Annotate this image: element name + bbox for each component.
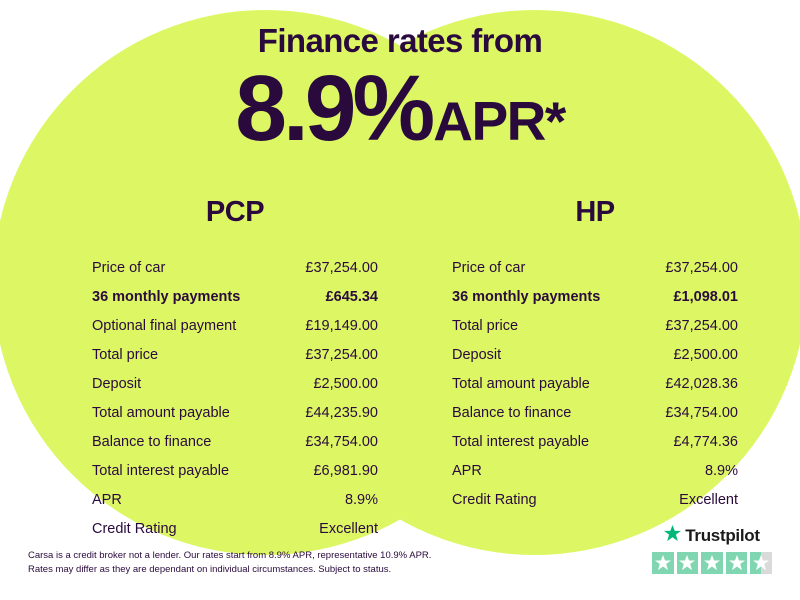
row-label: Total price xyxy=(92,346,159,363)
star-icon xyxy=(652,552,674,574)
row-label: Credit Rating xyxy=(452,491,537,508)
table-row xyxy=(92,514,378,543)
table-row xyxy=(92,398,378,427)
row-label: 36 monthly payments xyxy=(92,288,241,305)
row-value: Excellent xyxy=(319,520,378,537)
row-label: Optional final payment xyxy=(92,317,237,334)
row-value: £37,254.00 xyxy=(665,259,738,276)
row-value: 8.9% xyxy=(704,462,738,479)
page-title: Finance rates from xyxy=(257,22,543,59)
table-row xyxy=(92,340,378,369)
row-label: Credit Rating xyxy=(92,520,177,537)
row-label: Total interest payable xyxy=(92,462,230,479)
trustpilot-header xyxy=(652,525,772,547)
row-label: Total interest payable xyxy=(452,433,590,450)
row-label: Total amount payable xyxy=(92,404,230,421)
row-label: Balance to finance xyxy=(92,433,212,450)
star-icon xyxy=(726,552,748,574)
row-label: Deposit xyxy=(92,375,142,392)
table-row xyxy=(452,485,738,514)
row-value: 8.9% xyxy=(344,491,378,508)
table-row xyxy=(92,456,378,485)
row-value: £42,028.36 xyxy=(665,375,738,392)
row-label: Total amount payable xyxy=(452,375,590,392)
disclaimer-line-1: Carsa is a credit broker not a lender. Our rates start from 8.9% APR, representative 10.9% APR. xyxy=(28,549,432,561)
row-label: APR xyxy=(452,462,482,479)
rate-headline xyxy=(0,56,800,160)
trustpilot-stars xyxy=(652,552,772,574)
row-value: £34,754.00 xyxy=(665,404,738,421)
rate-value: 8.9% xyxy=(235,56,432,160)
finance-tables xyxy=(0,196,800,543)
trustpilot-star-icon xyxy=(664,525,681,547)
row-value: £37,254.00 xyxy=(305,346,378,363)
table-row xyxy=(92,485,378,514)
row-value: £19,149.00 xyxy=(305,317,378,334)
row-value: £1,098.01 xyxy=(673,288,738,305)
row-value: £37,254.00 xyxy=(665,317,738,334)
table-row xyxy=(452,398,738,427)
table-title-pcp: PCP xyxy=(205,196,265,228)
row-value: £44,235.90 xyxy=(305,404,378,421)
row-value: £37,254.00 xyxy=(305,259,378,276)
table-row xyxy=(452,340,738,369)
rate-suffix: APR* xyxy=(433,90,565,152)
table-row xyxy=(452,311,738,340)
row-value: £2,500.00 xyxy=(673,346,738,363)
disclaimer xyxy=(28,549,498,578)
row-label: APR xyxy=(92,491,122,508)
row-value: £4,774.36 xyxy=(673,433,738,450)
row-label: 36 monthly payments xyxy=(452,288,601,305)
finance-table-hp xyxy=(400,196,800,543)
row-value: £6,981.90 xyxy=(313,462,378,479)
row-value: £2,500.00 xyxy=(313,375,378,392)
row-value: £645.34 xyxy=(325,288,378,305)
trustpilot-rating xyxy=(652,525,772,574)
table-row xyxy=(92,253,378,282)
star-icon xyxy=(677,552,699,574)
row-label: Total price xyxy=(452,317,519,334)
row-label: Balance to finance xyxy=(452,404,572,421)
trustpilot-wordmark: Trustpilot xyxy=(685,526,760,545)
table-row xyxy=(452,456,738,485)
table-row xyxy=(92,369,378,398)
table-row xyxy=(452,253,738,282)
row-value: £34,754.00 xyxy=(305,433,378,450)
table-title-hp: HP xyxy=(575,196,615,228)
table-row xyxy=(452,282,738,311)
star-half-icon xyxy=(750,552,772,574)
row-value: Excellent xyxy=(679,491,738,508)
table-row xyxy=(92,311,378,340)
table-row xyxy=(452,369,738,398)
table-row xyxy=(92,427,378,456)
table-row xyxy=(92,282,378,311)
row-label: Deposit xyxy=(452,346,502,363)
finance-table-pcp xyxy=(0,196,400,543)
table-row xyxy=(452,427,738,456)
row-label: Price of car xyxy=(92,259,166,276)
star-icon xyxy=(701,552,723,574)
disclaimer-line-2: Rates may differ as they are dependant on individual circumstances. Subject to status. xyxy=(28,564,392,576)
row-label: Price of car xyxy=(452,259,526,276)
